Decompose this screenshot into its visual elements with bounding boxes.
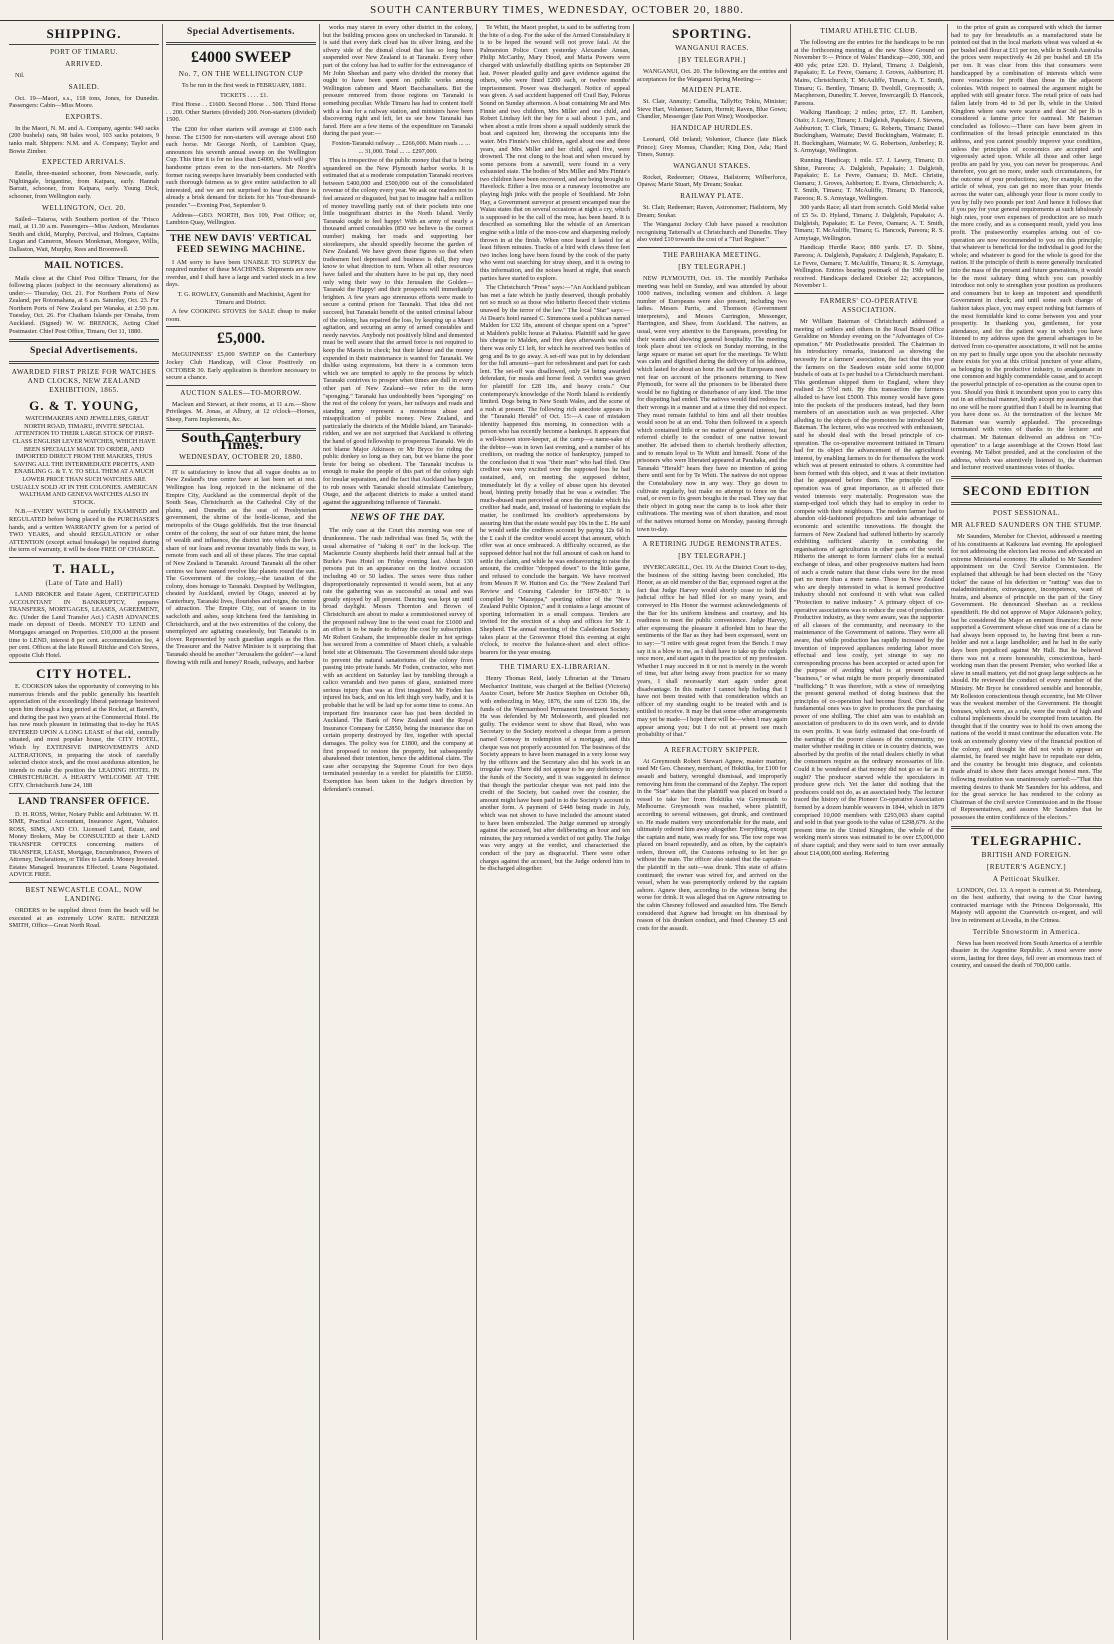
five-thousand-text: McGUINNESS' £5,000 SWEEP on the Canterbury Jockey Club Handicap, will Close Positively on OCTOBER 30. Early application is therefore necessary to secure a chance. bbox=[166, 351, 316, 382]
news-text: The only case at the Court this morning was one of drunkenness. The rash individual was fined 5s, with the usual alternative of "taking it out" in the lock-up. The Mackenzie County shepherds held their annual ball at the Burke's Pass Hotel on Friday evening last. About 130 persons put in an appearance on the festive occasion including 40 or 50 ladies. The sexes were thus rather disproportionately represented it would seem, but at any rate the gathering was as successful as usual and was greatly enjoyed by all present. Dancing was kept up until broad daylight. Messrs Thornton and Brown of Christchurch are about to make a commissioned survey of the proposed railway line to the west coast for £1000 and an effort is to be made to defray the cost by subscription. Mr Robert Graham, the irrepressible dealer in hot springs has secured from a committee of Maori chiefs, a valuable hotel site at Ohinemutu. The Government should take steps to prevent the natural sanatoriums of the colony from passing into private hands. Mr Foden, contractor, who met with an accident on Saturday last by tumbling through a calico verandah and two panes of glass, sustained more serious injury than was at first imagined. Mr Foden has injured his back, and on his left thigh very badly, and it is probable that he will be laid up for some time to come. An important fire insurance case has just been decided in Auckland. The Bank of New Zealand sued the Royal Insurance Company for £2850, being the insurance due on certain property destroyed by fire, together with special damages. The policy was for £1800, and the company at first proposed to restore the property, but subsequently abandoned their intention, hence the additional claim. The case after occupying the Supreme Court for two days terminated yesterday in a verdict for plaintiffs for £1850. Exemption has been taken to the Judge's direction by defendant's counsel. bbox=[323, 527, 473, 793]
column-5 bbox=[634, 24, 791, 1640]
masthead: SOUTH CANTERBURY TIMES, WEDNESDAY, OCTOBER 20, 1880. bbox=[0, 0, 1114, 21]
reuter-text: [REUTER'S AGENCY.] bbox=[986, 862, 1067, 871]
librarian-heading: THE TIMARU EX-LIBRARIAN. bbox=[499, 663, 611, 672]
column-2 bbox=[163, 24, 320, 1640]
farmers-text: Mr William Bateman of Christchurch addressed a meeting of settlers and others in the Road Board Office Geraldine on Monday evening on the "Advantages of Co-operation." Mr Postlethwaite presided. The Chairman in his introductory remarks, instanced as showing the necessity for a farmers' association, the fact that this year the farmers on the Seadown estate sold some 60,000 bushels of oats at 1s per bushel to a Christchurch merchant. This gentleman shipped them to England, where they realised 2s 5½d nett. By this transaction the farmers alluded to have lost £5000. This money would have gone into the pockets of the producers instead, had they been members of an association such as was projected. After alluding to the objects of the promoters he introduced Mr Bateman. The lecturer, who was received with enthusiasm, said he should deal with the broad principle of co-operation. The co-operative movement initiated in Timaru had for its object the advancement of the agricultural interest, by enabling farmers to do for themselves the work which was at present entrusted to others. A committee had been formed with this object, and it was at their invitation that he appeared before them. The principle of co-operation was of great importance, as it affected their vested interests very materially. Progression was the stamp-edged tool which they had to employ in order to compete with their neighbours. The modern farmer had to abandon old-fashioned prejudices and take advantage of economic and scientific innovations. He thought the farmers of New Zealand had suffered hitherto by scarcely exhibiting sufficient alacrity in combating the organisations of agriculturists in other parts of the world. Hitherto the attempt to form farmers' clubs for a mutual exchange of ideas, and other progressive matters had been of such a crude nature that these clubs were for the most part no more than a mere name. Those in New Zealand who are deeply interested in what is termed productive industry should not confound it with what was called "Protection to native industry." A primary object of co-operative associations was to reduce the cost of production. Productive industry, as they were aware, was the supporter of all classes of the community, and necessary to the maintenance of the Government of nations. They were all aware, that while production has rapidly increased by the invention of improved appliances rendering labor more effectual and less costly, yet strange to say no corresponding process has been accepted or acted upon for the purpose of avoiding what is at present called "business," or what might be more properly denominated "trafficking." It was therefore, with a view of remedying the present general method of doing business that the principles of co-operation had become fixed. One of the fundamental ones was to give to producers the purchasing power of one shilling. The chief aim was to establish an association of producers to do its own work, and to divide its own profits. It was fairly estimated that one-fourth of the earnings of the poorer classes of the community, no matter whether residing in cities or in country districts, was absorbed by the profits of the retail dealers chiefly in what the consumers require as the ordinary necessaries of life. Could it be wondered at that money did not go so far as it ought? The producer starved while the speculators in produce grew rich. Yet the latter did nothing that the producers could not do, as an associated body. The lecturer traced the history of the Pioneer Co-operative Association formed by a dozen humble weavers in 1844, which in 1879 comprised 10,000 members with £293,063 share capital and sold in that year goods to the value of £298,679. At the present time in the United Kingdom, the whole of the working men's stores was estimated to be over £5,000,000 of share capital; and they were said to turn over annually about £14,000,000 sterling. Referring bbox=[794, 318, 944, 857]
divider bbox=[9, 662, 159, 663]
athletic-heading: TIMARU ATHLETIC CLUB. bbox=[820, 27, 918, 35]
mail-heading: MAIL NOTICES. bbox=[44, 260, 124, 271]
davis-heading: THE NEW DAVIS' VERTICAL FEED SEWING MACHINE. bbox=[170, 233, 312, 255]
by-telegraph: [BY TELEGRAPH.] bbox=[678, 56, 746, 64]
divider bbox=[9, 257, 159, 258]
special-ads-heading: Special Advertisements. bbox=[186, 27, 296, 37]
sporting-heading: SPORTING. bbox=[672, 26, 752, 41]
gold-text: 300 yards Race; all start from scratch. Gold Medal value of £5 5s. D. Hyland, Timaru; J. Dalgleish, Papakaio; A. Dalgleish, Papakaio; E. Le Fevre, Oamaru; A. T. Smith, Timaru; T. McAuliffe, Timaru; G. Hancock, Pareora; R. S. Armytage, Wellington. bbox=[794, 204, 944, 242]
auction-heading: AUCTION SALES—TO-MORROW. bbox=[180, 388, 302, 397]
farmers-heading: FARMERS' CO-OPERATIVE ASSOCIATION. bbox=[819, 297, 919, 314]
sailed-text: Oct. 19—Maori, s.s., 118 tons, Jones, for Dunedin. Passengers: Cabin—Miss Moore. bbox=[9, 94, 159, 110]
auction-text: Maclean and Stewart, at their rooms, at 11 a.m.—Show Privileges. M. Jonas, at Albury, at 12 o'clock—Horses, Sheep, Farm Implements, &c. bbox=[166, 400, 316, 423]
parihaka-text: NEW PLYMOUTH, Oct. 19. The monthly Parihaka meeting was held on Sunday, and was attended by about 1000 natives, including women and children. A large number of Europeans were also present, including two ladies. Messrs Parris, and Thomson (Government interpreters), and Messrs Carrington, Messenger, Harrington, and Shaw, from Auckland. The natives, as usual, were very attentive to the Europeans, providing for their wants and showing general hospitality. The meeting took place about ten o'clock on Sunday morning, in the large square or marae set apart for the meetings. Te Whiti was calm and dignified during the delivery of his address, which lasted for about an hour. He said the Europeans need not fear on account of the prisoners returning to New Plymouth, for were all the prisoners to be liberated there would be no fighting or disturbance of any kind. The time for disputing had ended. The natives would find redress for their wrongs in a manner and at a time they did not expect. They must remain faithful to him and all their troubles would soon be at an end. Tohu then followed in a speech which contained little or no matter of general interest, but referred chiefly to the conduct of one native toward another. He advised them to cherish brotherly affection, and to remain loyal to Te Whiti and himself. None of the prisoners who were liberated appeared at Parahaka, and the Taranaki "Herald" hears they have no intention of going there until sent for by Te Whiti. The natives do not oppose the Constabulary now in any way. They go down to cultivate regularly, but make no attempt to fence on the road, or even to fix green boughs in the road. They say that their object in going near the camp is to look after their cultivations. The meeting was of short duration, and most of the natives returned home on Monday, passing through town to-day. bbox=[637, 274, 787, 533]
wellington-text: Sailed—Taiaroa, with Southern portion of the 'Frisco mail, at 11.30 a.m. Passengers—Miss Andson, Mesdames Smith and child, Murphy, Percival, and Holmes, Captains Logan and Cameron, Messrs Monkman, Mongave, Willis, Dallaston, Watt, Murphy, Rees and Broomwell. bbox=[9, 215, 159, 253]
paper-title: South Canterbury Times. bbox=[181, 430, 301, 453]
saunders-heading: MR ALFRED SAUNDERS ON THE STUMP. bbox=[951, 521, 1102, 530]
column-1 bbox=[6, 24, 163, 1640]
maiden-heading: MAIDEN PLATE. bbox=[681, 86, 743, 95]
city-hotel-heading: CITY HOTEL. bbox=[36, 666, 132, 682]
divider bbox=[637, 536, 787, 537]
walking-text: Walking Handicap; 2 miles; prize, £7. H. Lambert, Otaio; J. Lowry, Timaru; J. Dalgleish, Papakaio; J. Stevens, Ashburton; T. Clark, Timaru; G. Roberts, Timaru; Daniel Buckingham, Waimate; David Buckingham, Waimate; E. H. Buckingham, Waimate; W. G. Robertson, Amberley; R. S. Armytage, Wellington. bbox=[794, 109, 945, 155]
news-cont: Te Whiti, the Maori prophet, is said to be suffering from the bite of a dog. For the sake of the Armed Constabulary it is to be hoped the wound will not prove fatal. At the Palmerston Police Court yesterday Alexander Annan, Philip McCarthy, Mary Hood, and Maria Powers were charged with unlawfully distilling spirits on September 28 last. Power pleaded guilty and gave evidence against the others, who were fined £200 each, or twelve months' imprisonment. Power was discharged. Notice of appeal was given. A sad accident happened off Crail Bay, Pelorus Sound on Sunday afternoon. A boat containing Mr and Mrs Finnie and two children, Mrs Miller and one child, and Robert Lindsay left the bay for a sail about 1 p.m., and when about a mile from shore a squall suddenly struck the boat and capsized her, throwing the occupants into the water. Mrs Finnie's two children, aged about one and three years, and Mrs Miller and her child, aged five, were drowned. The rest clung to the boat and when rescued by some persons from a sawmill, were found in a very exhausted state. The bodies of Mrs Miller and Mrs Finnie's two children have been recovered, and are being brought to Havelock. Either a live moa or a runaway locomotive are playing high jinks with the people of Southland. Mr John Hay, a Government surveyor at present encamped near the Waiau states that on several occasions at night a cry, which is supposed to be the call of the moa, has been heard. It is described as something like the whistle of an American engine with a little of the moo-cow and sharpening melody thrown in at the finish. When once heard it lasted for at least fifteen minutes. Tracks of a bird with claws three feet two inches long have been found by the cook of the party who went out searching for stray sheep, and it is owing to this information, and the noises heard at night, that search parties have started to explore. bbox=[480, 24, 630, 282]
running-text: Running Handicap; 1 mile. £7. J. Lawry, Timaru; D. Shine, Pareora; A. Dalgleish, Papakaio; J. Dalgleish, Papakaio; E. Le Fevre, Oamaru; D. McE. Christie, Oamaru; J. Groves, Ashburton; E. Evans, Christchurch; A. T. Smith, Timaru; T. McAuliffe, Timaru; D. Hancock, Pareora; R. S. Armytage, Wellington. bbox=[794, 156, 944, 202]
sulker-heading: A Petticoat Skulker. bbox=[992, 874, 1061, 883]
divider bbox=[9, 882, 159, 883]
young-text: WATCHMAKERS AND JEWELLERS, GREAT NORTH ROAD, TIMARU, INVITE SPECIAL ATTENTION TO THEIR LARGE STOCK OF FIRST-CLASS ENGLISH LEVER WATCHES, WHICH HAVE BEEN SPECIALLY MADE TO ORDER, AND IMPORTED DIRECT FROM THE MAKERS, THUS SAVING ALL THE INTERMEDIATE PROFITS, AND ENABLING G. & T. Y. TO SELL THEM AT A MUCH LOWER PRICE THAN SUCH WATCHES ARE USUALLY SOLD AT IN THE COLONIES. AMERICAN WALTHAM AND GENEVA WATCHES ALSO IN STOCK. bbox=[10, 415, 158, 506]
divider bbox=[166, 42, 316, 45]
column-7 bbox=[948, 24, 1105, 1640]
davis-text: I AM sorry to have been UNABLE TO SUPPLY the required number of these MACHINES. Shipments are now overdue, and I shall have a large and varied stock in a few days. bbox=[166, 258, 316, 289]
land-transfer-heading: LAND TRANSFER OFFICE. bbox=[18, 796, 150, 807]
divider bbox=[794, 293, 944, 294]
hurdle-text: Handicap Hurdle Race; 880 yards. £7. D. Shine, Pareora; A. Dalgleish, Papakaio; J. Dalgleish, Papakaio; E. Le Fevre, Oamaru; T. McAuliffe, Timaru; R. S. Armytage, Wellington. Entries bearing postmark of the 19th will be received. Handicaps declared October 22; acceptances, November 1. bbox=[794, 244, 944, 290]
farmers-cont: to the price of grain as compared with which the farmer had to pay for breadstuffs as a manufactured state he pointed out that in the local markets wheat was valued at 4s per bushel and flour at £11 per ton, while in South Australia the prices were respectively 4s 2d per bushel and £8 15s per ton. It was clear from this that consumers were handicapped by a combination of interests which were more voracious for profit than those in the adjacent colonies. With respect to oatmeal the argument might be applied with still greater force. The retail price of oats had fallen lately from 4d to 3d per lb, while in the United Kingdom where oats were scarce and dear 3d per lb is considered a famine price for oatmeal. Mr Bateman concluded as follows:—There can have been given in confirmation of the broad principle enunciated in this address, and you cannot possibly improve your condition, unless the principles of economics are accepted and vigorously acted upon. While all those and other large profits are paid by you, you can never be prosperous. And therefore, you get no more, under such circumstances, for the outcome of your productions; say, for example, on the article of wheat, you can get no more than your friends across the water can, although your flour is more costly to you by fully two pounds per ton! And hence it follows that if you pay for your general requirements at such fabulously high rates, your own expenses of production are so much the more costly, and as a consequent result, yield you less profit. The praiseworthy examples arising out of co-operation are now recommended to you on this principle; that whatever is beneficial for the individual is good for the whole; and whatever is good for the whole is good for the nation. If the principle of thrift is more generally inculcated into the mass of the present and future generations, it would be the most salutary thing which you can possibly introduce not only to strengthen your position as producers and consumers but to keep an impotent and spendthrift Government in check; and until some such change of fashion takes place, you may expect nothing but farmers of the most formidable kind to come between you and your prosperity. In thanking you, gentlemen, for your attendance, and for the patient way in which you have listened to my address upon the general advantages to be derived from co-operative associations, it will not be amiss on my part to finally urge upon you the absolute necessity there exists for you at this critical juncture of your affairs, as belonging to the productive industry, to amalgamate in one common and highly commendable cause, and to accept the powerful principle of co-operation as the course open to you. Should you think it incumbent upon you to carry this out in an effectual manner, kindly accept my assurance that no one will be more gratified than I shall be in learning that you have done so. At the termination of the lecture Mr Bateman was warmly applauded. The proceedings terminated with votes of thanks to the lecturer and chairman. Mr Bateman delivered an address on "Co-operation" to a large assemblage at the Crown Hotel last evening. Mr Talbot presided, and at the conclusion of the address, which was attentively listened to, the chairman and lecturer received unanimous votes of thanks. bbox=[951, 24, 1102, 472]
awarded-text: AWARDED FIRST PRIZE FOR WATCHES AND CLOCKS, NEW ZEALAND EXHIBITION, 1865. bbox=[11, 368, 157, 395]
athletic-text: The following are the entries for the handicaps to be run at the forthcoming meeting at the new Show Ground on November 9:— Prince of Wales' Handicap—200, 300, and 400 yds; prize £20. D. Hyland, Timaru; J. Dalgleish, Papakaio; E. Le Fevre, Oamaru; J. Groves, Ashburton; H. Mains, Christchurch; T. McAuliffe, Timaru; A. T. Smith, Timaru; G. Bentley, Timaru; D. Twohill, Greymouth; A. Macpherson, Dunedin; T. Jeevee, Invercargill; D. Hancock, Pareora. bbox=[794, 39, 944, 107]
divider bbox=[166, 230, 316, 231]
hurdles-list: Leonard, Old Ireland; Volunteer, Chance (late Black Prince); Grey Momus, Chandler; King Don, Ada; Hard Times, Sunray. bbox=[637, 135, 787, 159]
column-4 bbox=[477, 24, 634, 1640]
expected-heading: EXPECTED ARRIVALS. bbox=[42, 158, 126, 167]
news-cont-2: The Christchurch "Press" says:—"An Auckland publican has met a fate which he justly deserved, though probably not so much so as those who hitherto fleeced their victims unawed by the terror of the law." The local "Star" says:—At Dean's hotel named C. Simmons used a publican named Malden for £32 18s, amount of cheque spent on a "spree" at Malden's public house at Pakatoa. Plaintiff said he gave his cheque to Malden, and five days afterwards was told there was only £1 left, for which he received two bottles of grog and 8s to go away. A set-off was put in by defendant for the full amount—part for refreshment and part for cash lent. The set-off was disallowed, only £4 being awarded defendant, for meals and horse feed. A verdict was given for plaintiff for £28 18s, and heavy costs." Our contemporary's knowledge of the North Island is evidently limited. Dogs being in New South Wales, and the scene of a rush at present. The following rich anecdote appears in the "Taranaki Herald" of Oct. 15:—A case of mistaken identity happened this morning, in connection with a person who has recently become a bankrupt. It appears that a well-known store-keeper, at the camp—a name-sake of the debtor—was in town last evening, and a number of his creditors, on reading the notice of bankruptcy, jumped to the conclusion that it was "their man" who had filed. One creditor was very excited over the supposed loss he had sustained, and, on meeting the supposed debtor, immediately let fly a volley of abuse upon his devoted head, hinting pretty broadly that he was a swindler. The much-abused man perceived at once the mistake which his creditor had made, and, instead of hastening to explain the matter, he confirmed his creditor's apprehensions by assuring him that the estate would pay 10s in the £. He said he would settle the creditors account by paying 12s 6d in the £ cash if the creditor would accept that amount, which offer was at once embraced. A difficulty occurred, as the supposed debtor had not the full amount of cash on hand to settle the claim, and while he was endeavouring to raise the amount, the creditor "dropped down" to the little game, and refused to conclude the bargain. We have received from Messrs P. W. Hutton and Co. the "New Zealand Turf Review and Coursing Calender for 1879-80." It is compiled by "Mazeppa," sporting editor of the "New Zealand Public Opinion," and it contains a large amount of sporting information in a small compass. Tenders are invited for the erection of a shop and offices for Mr J. Shepherd. The annual meeting of the Caledonian Society takes place at the Grosvenor Hotel this evening at eight o'clock, to receive the balance-sheet and elect office-bearers for the year ensuing. bbox=[480, 284, 630, 656]
post-sessional-heading: POST SESSIONAL. bbox=[992, 509, 1061, 518]
expected-text: Estelle, three-masted schooner, from Newcastle, early. Nightingale, brigantine, from Kaipara, early. Hannah Barratt, schooner, from Kaipara, early. Young Dick, schooner, from Wellington early. bbox=[9, 170, 159, 200]
divider bbox=[637, 247, 787, 248]
arrived-text: Nil. bbox=[15, 72, 25, 79]
stakes-heading: WANGANUI STAKES. bbox=[673, 161, 751, 170]
by-telegraph: [BY TELEGRAPH.] bbox=[678, 552, 746, 561]
special-ads-heading: Special Advertisements. bbox=[29, 346, 139, 357]
divider bbox=[951, 476, 1102, 479]
sweep-tickets: TICKETS . . . . £1. bbox=[220, 91, 268, 99]
land-transfer-text: D. H. ROSS, Writer, Notary Public and Arbitrator. W. H. SIME, Practical Accountant, Insurance Agent, Valuator. ROSS, SIMS, AND CO. Licensed Land, Estate, and Money Brokers, May be CONSULTED at their LAND TRANSFER OFFICES concerning matters of TRANSFER, LEASE, Mortgage, Encumbrance, Powers of Attorney, Declarations, or Titles to Lands. Money Invested. Estates Managed. Insurances Effected. Loans Negotiated. ADVICE FREE. bbox=[9, 810, 159, 879]
divider bbox=[951, 502, 1102, 505]
arrived-heading: ARRIVED. bbox=[65, 60, 103, 68]
divider bbox=[9, 339, 159, 342]
divider bbox=[323, 509, 473, 510]
wanganui-text: WANGANUI, Oct. 20. The following are the entries and acceptances for the Wanganui Spring Meeting:— bbox=[637, 68, 787, 83]
shipping-heading: SHIPPING. bbox=[46, 26, 122, 41]
expenditure-table: Foxton-Taranaki railway ... £266,000. Main roads ... ... ... 31,000. Total ... ... £297,000. bbox=[331, 139, 471, 155]
maiden-list: St. Clair, Annuity; Camellia, TallyHo; Tokiu, Minister; Steve Hart, Volunteer; Saturn, Hermit; Raven, Blue Gown; Chandler, Messenger (late Port Wine); Woodpecker. bbox=[637, 98, 787, 121]
sulker-text: LONDON, Oct. 13. A report is current at St. Petersburg, on the best authority, that owing to the Czar having contracted marriage with the Princess Dolgorouski, His Majesty will appoint the Czarewitch co-regent, and will live in retirement at Livadia, in the Crimea. bbox=[951, 886, 1102, 924]
port-heading: PORT OF TIMARU. bbox=[49, 48, 119, 56]
column-3 bbox=[320, 24, 477, 1640]
skipper-text: At Greymouth Robert Stewart Agnew, master mariner, sued Mr Geo. Chesney, merchant, of Hokitika, for £100 for assault and battery, wrongful dismissal, and improperly removing him from the command of the Zephyr. The report in the "Star" states that the plaintiff was placed on board a vessel to take her from Hokitika via Greymouth to Melbourne. Greymouth was reached, where plaintiff, according to several witnesses, got drunk, and continued so. He made matters very uncomfortable for the mate, and ultimately ordered him away altogether. Everything, except the captain and mate, was ready for sea. The tow rope was placed on board repeatedly, and as often, by the captain's orders, thrown off, the Customs refusing to let her go without the mate. The officer also stated that the captain—the plaintiff in the suit—was drunk. This state of affairs continued; the owner was wired for, and arrived on the vessel, when he was peremptorily ordered by the captain ashore. Agnew then, according to the witness being the worse for drink. It was alleged that on Agnew retreating to the cabin Chesney followed and assaulted him. The Bench considered that Agnew had brought on his dismissal by reason of his drunken conduct, and fined Chesney £5 and costs for the assault. bbox=[637, 757, 787, 932]
columns bbox=[6, 24, 1108, 1640]
telegraphic-heading: TELEGRAPHIC. bbox=[970, 832, 1083, 848]
stakes-list: Rocket, Redeemer; Ottawa, Hailstorm; Wilberforce, Opawa; Marie Stuart, My Dream; Soukar. bbox=[637, 173, 787, 189]
librarian-text: Henry Thomas Reid, lately Librarian at the Timaru Mechanics' Institute, was charged at the Belfast (Victoria) Assize Court, before Mr Justice Stephen on October 6th, with embezzling in May, 1876, the sum of £236 18s, the funds of the Warrnambool Permanent Investment Society. He was defended by Mr Molesworth, and pleaded not guilty. The evidence went to show that Read, who was Secretary to the Society received a cheque from a person named Conway in redemption of a mortgage, and this cheque was not properly accounted for. The business of the Society appears to have been managed in a very loose way by the officers and the Secretary also did his work in an irregular way. There did not appear to be any deficiency in the funds of the Society, and it was suggested in defence that though the particular cheque was not paid into the credit of the Society, but cashed over the counter, the amount might have been paid in to the Society's account in another form. A payment of £448 being made in July, which was not shown to have included the amount stated to have been embezzled. The Judge summed up strongly against the accused, but after deliberating an hour and ten minutes, the jury returned a verdict of not guilty. The Judge was very angry at the verdict, and characterised the conduct of the jury as disgraceful. There were other charges against the accused, but the Judge ordered him to be discharged altogether. bbox=[480, 675, 630, 873]
railway-heading: RAILWAY PLATE. bbox=[680, 191, 744, 200]
divider bbox=[9, 793, 159, 794]
sailed-heading: SAILED. bbox=[68, 82, 100, 91]
young-heading: G. & T. YOUNG, bbox=[29, 398, 139, 414]
divider bbox=[637, 742, 787, 743]
snow-text: News has been received from South America of a terrible disaster in the Argentine Republic. A most severe snow storm, lasting for three days, fell over an enormous tract of country, and caused the death of 700,000 cattle. bbox=[951, 939, 1102, 970]
exports-heading: EXPORTS. bbox=[65, 112, 103, 121]
skipper-heading: A REFRACTORY SKIPPER. bbox=[663, 745, 761, 754]
hurdles-heading: HANDICAP HURDLES. bbox=[670, 123, 754, 132]
divider bbox=[9, 44, 159, 45]
wellington-heading: WELLINGTON, Oct. 20. bbox=[42, 203, 126, 212]
stoves-text: A few COOKING STOVES for SALE cheap to make room. bbox=[166, 308, 316, 323]
hall-text: LAND BROKER and Estate Agent, CERTIFICATED ACCOUNTANT IN BANKRUPTCY, prepares TRANSFERS, MORTGAGES, LEASES, AGREEMENT, &c. (Under the Land Transfer Act.) CASH ADVANCES made on deposit of Deeds. MONEY TO LEND and Mortgages arranged on Properties. £10,000 at the present time to LEND, interest 8 per cent. accommodation fee, 4 per cent. Offices at the late Russell Ritchie and Co's Stores, opposite Club Hotel. bbox=[9, 590, 159, 659]
city-hotel-text: E. COOKSON takes the opportunity of conveying to his numerous friends and the public generally his heartfelt appreciation of the exceedingly liberal patronage bestowed upon him through a long period at the Rocket, at Barrett's, and during the past two years at the Commercial Hotel. He has now much pleasure in intimating that to-day he HAS ENTERED UPON A LONG LEASE of that old, centrally situated, and most popular house, the CITY HOTEL, Which by EXTENSIVE IMPROVEMENTS AND ALTERATIONS, in preparing the stock of carefully selected choice stock, and the most assiduous attention, he intends to make the position the LEADING HOTEL IN CHRISTCHURCH. A HEARTY WELCOME AT THE CITY. Christchurch June 24, 188 bbox=[9, 683, 159, 789]
judge-heading: A RETIRING JUDGE REMONSTRATES. bbox=[642, 540, 782, 549]
exports-text: In the Maori, N. M. and A. Company, agents: 940 sacks (200 bushels) oats, 98 bales wool, 103 sacks potatoes, 9 tanks malt. Shippers: N.M. and A. Company; Taylor and Bowie Zimber. bbox=[9, 124, 159, 155]
sweep-amount: £4000 SWEEP bbox=[190, 49, 291, 66]
jockey-text: The Wanganui Jockey Club have passed a resolution recognising Tattersall's at Christchurch and Dunedin. They also voted £10 towards the cost of a "Turf Register." bbox=[637, 221, 787, 244]
young-nb: N.B.—EVERY WATCH is carefully EXAMINED and REGULATED before being placed in the PURCHASER'S hands, and a written WARRANTY given for a period of TWO YEARS, and should REGULATION or other ATTENTION (except actual breakage) be required during the term of warranty, it will be done FREE OF CHARGE. bbox=[9, 508, 159, 554]
five-thousand-heading: £5,000. bbox=[217, 330, 265, 348]
mail-text: Mails close at the Chief Post Office Timaru, for the following places (subject to the necessary alterations) as under:— Thursday, Oct. 21. For Northern Ports of New Zealand, per Rotomahana, at 6 a.m. Saturday, Oct. 23. For Northern Ports of New Zealand per Wanaka, at 2.50 p.m. Tuesday, Oct. 26. For Chatham Islands per Omaha, from Auckland. (Signed) W. W. BRENICK, Acting Chief Postmaster. Chief Post Office, Timaru, Oct 11, 1880. bbox=[9, 274, 159, 335]
rowley-text: T. G. ROWLEY, Gunsmith and Machinist, Agent for Timaru and District. bbox=[177, 291, 311, 306]
wanganui-heading: WANGANUI RACES. bbox=[675, 44, 749, 52]
divider bbox=[951, 826, 1102, 829]
by-telegraph: [BY TELEGRAPH.] bbox=[678, 262, 746, 271]
date-line: WEDNESDAY, OCTOBER 20, 1880. bbox=[179, 452, 303, 461]
railway-list: St. Clair, Redeemer; Raven, Astronomer; Hailstorm, My Dream; Soukar. bbox=[637, 203, 787, 219]
divider bbox=[9, 557, 159, 558]
sweep-sub: No. 7, ON THE WELLINGTON CUP bbox=[178, 70, 304, 78]
divider bbox=[166, 326, 316, 327]
british-heading: BRITISH AND FOREIGN. bbox=[981, 850, 1072, 859]
divider bbox=[166, 385, 316, 386]
sweep-address: Address—GEO. NORTH, Box 109, Post Office; or, Lambton Quay, Wellington. bbox=[166, 211, 316, 227]
divider bbox=[166, 465, 316, 466]
snow-heading: Terrible Snowstorm in America. bbox=[972, 927, 1081, 936]
sweep-more: The £200 for other starters will average at £100 each horse. The £1500 for non-starters will average about £60 each horse. Mr George North, of Lambton Quay, announces his seventh annual sweep on the Wellington Cup. This time it is for no less than £4000, which will give handsome prizes even to the non-starters. Mr North's former racing sweeps have invariably been conducted with such thorough fairness as to give entire satisfaction to all interested, and we are not surprised to hear that there is already a brisk demand for tickets for his "four-thousand-pounder."—Evening Post, September 9. bbox=[166, 125, 316, 209]
second-edition-heading: SECOND EDITION bbox=[962, 483, 1091, 499]
saunders-text: Mr Saunders, Member for Cheviot, addressed a meeting of his constituents at Kaikoura last evening. He apologised for not addressing the electors last recess and advocated an extreme Ministerial economy. He alluded to Mr Saunders' appointment on the Civil Service Commission. He explained that although he had been elected on the "Grey ticket" the cause of his defection or "ratting" was due to maladministration, extravagance, incompetence, want of brains, and absence of principle on the part of the Grey Government. He denounced Sheehan as a reckless spendthrift. He did not approve of Major Atkinson's policy, but he considered the Major an eminent financier. He now supported a Government whose chief was one of a class he had always been opposed to, he having first been a run-holder and not a large landholder; and he had in the early days been prejudiced against Mr Hall. But he believed there was not a more honourable, conscientious, hard-working man than the present Premier, who worked like a slave in small matters, yet did not grasp large subjects as he should. He reviewed the conduct of every member of the Ministry. Mr Bryce he considered sensible and honorable, Mr Rolleston conscientious though eccentric, but Mr Oliver was the weakest member of the Government. He thought bonuses, which were, as a rule, were the result of high and cultural implements should be exempted from taxation. He thought that if the country was to hold its own among the nations of the world it must continue the education vote. He took an extremely gloomy view of the financial position of the colony, and thought he did not wish to appear an alarmist, he feared we might have to repudiate our debts, and the country be brought into disgrace, and colonists made afraid to show their faces amongst honest men. The following resolution was unanimously carried:—"That this meeting desires to thank Mr Saunders for his address, and for the great service he has rendered to the colony as Chairman of the civil service Commission and in the House of Representatives, and assures Mr Saunders that he possesses the entire confidence of the electors." bbox=[951, 533, 1102, 821]
leader-cont-2: This is irrespective of the public money that that is being squandered on the New Plymouth harbor works. It is estimated that at a moderate computation Taranaki receives between £400,000 and £500,000 out of the consolidated revenue of the colony every year. We ask our readers not to feel amazed or disgusted, but just to imagine half a million of money travelling partly out of their pockets into one little insignificant district in the North Island. Verily Taranaki ought to feel happy! With an army of nearly a thousand armed constables (850 we believe is the correct number) making her roads and supporting her storekeepers, she should speedily become the garden of New Zealand. We have given these figures so that when tradesmen feel depressed and business is dull, they may know to what direction to turn. When all other resources have failed and the shutters have to be put up, they need only wing their way to this Jerusalem the Golden—Taranaki the Happy! and their prospects will immediately brighten. A few years ago strenuous efforts were made to secure a central prison for Taranaki. That idea did not succeed, but Taranaki benefit of the united criminal labour of the colony, has repaired the loss, by keeping up a Maori agitation, and securing an army of armed constables and needy navvies. Anybody not positively blind and demented must be well aware that the armed force is not required to keep the Maoris in check; but their labour and the money expended in their maintenance is wanted for Taranaki. We dislike using expressions, but there is a common term which we are tempted to apply to the process by which Taranaki contrives to prosper when times are dull in every other part of New Zealand—we refer to the term "sponging." Taranaki has undoubtedly been "sponging" on the rest of the colony for years, her railways and roads and standing army represent a monstrous abuse and misapplication of public money. New Zealand, and particularly the districts of the Middle Island, are Taranaki-ridden, and we are not surprised that Auckland is offering the hand of good fellowship to prosperous Taranaki. We do not blame Major Atkinson or Mr Bryce for riding the public donkey so long as they can, but we blame the poor brute for being so obedient. The Taranaki incubus is enough to make the people of this part of the colony sigh for insular separation, and the fact that Auckland has begun to rub noses with Taranaki should stimulate Canterbury, Otago, and the adjacent districts to make a united stand against the aggrandising influence of Taranaki. bbox=[323, 157, 473, 506]
sweep-prizes: First Horse . . £1600. Second Horse . . 500. Third Horse . . 200. Other Starters (divided) 200. Non-starters (divided) 1500. bbox=[166, 101, 316, 124]
coal-heading: BEST NEWCASTLE COAL, NOW LANDING. bbox=[25, 885, 143, 903]
news-heading: NEWS OF THE DAY. bbox=[350, 513, 446, 524]
leader-cont: works may starve in every other district in the colony, but the building process goes on unchecked in Taranaki. It is said that every dark cloud has its silver lining, and the silvery side of the dismal cloud that has so long been suspended over New Zealand is at Taranaki. Every other part of the colony has had to suffer for the extravagance of Mr John Sheehan and party who divided the money that ought to have been spent on public works among Wellington cabmen and Maori Bacchanalians. But the pressure removed from those regions on Taranaki is something peculiar. While Timaru has had to content itself with a loan for a railway station, and ministers have been discovering right and left, let us see how Taranaki has fared. Here are a few items of the expenditure on Taranaki during the past year:— bbox=[323, 24, 473, 138]
divider bbox=[9, 361, 159, 364]
parihaka-heading: THE PARIHAKA MEETING. bbox=[662, 250, 762, 259]
sweep-text: To be run in the first week in FEBRUARY, 1881. bbox=[181, 82, 307, 89]
hall-sub: (Late of Tate and Hall) bbox=[45, 578, 123, 587]
hall-heading: T. HALL, bbox=[52, 560, 116, 576]
judge-text: INVERCARGILL, Oct. 19. At the District Court to-day, the business of the sitting having been concluded, His Honor, as an old member of the Bar, expressed regret at the fact that Judge Harvey would shortly cease to hold the judicial office he had filled for so many years, and conveyed to His Honor the warmest acknowledgments of the Bar for his uniform kindness and courtesy, and his readiness to meet the public convenience. Judge Harvey, after expressing the pleasure it afforded him to hear the sentiments of the Bar as they had been expressed, went on to say:—"I retire with great regret from the Bench. I may say it is a blow to me, as I shall have to take up the cudgels once more, and start again in the practice of my profession. Whether I may succeed in it or not is merely in the womb of time, but after being away from practice for so many years, I shall necessarily start again under great disadvantage. In this matter I cannot help feeling that I have not been treated with that consideration which an officer of my standing ought to be treated with and is entitled to receive. It may be that some other arrangements may yet be made—I hope there will be—when I may again appear among you; but I do not at present see much probability of that." bbox=[637, 564, 787, 739]
leader-text: IT is satisfactory to know that all vague doubts as to New Zealand's true centre have at last been set at rest. Wellington has long rejoiced in the nickname of the Empire City, Auckland as the commercial depôt of the South Seas, Christchurch as the Cathedral City of the plains, and Dunedin as the seat of Presbyterian government, the shrine of the bottle-license, and the metropolis of the Otago goldfields. But the true financial centre of the colony, the seat of our future mint, the home of wealth and influence, the district into which the lion's share of our loans and revenue invariably finds its way, is remote from each and all of these places. The true capital of New Zealand is Taranaki. Around Taranaki all the other centres we have named revolve like planets round the sun. The Government of the colony,—the taxation of the colony, does homage to Taranaki. Despised by Wellington, cheated by Auckland, envied by Otago, sneered at by Canterbury, Taranaki lives, flourishes and reigns, the centre of attraction. The Empire City, out of season in its sackcloth and ashes, soup kitchens feed the famishing in Christchurch, and at the two extremities of the colony, the unemployed are agitating ceaselessly, but Taranaki is in clover. Represented by such guardian angels as the Hon. the Treasurer and the Native Minister is it surprising that Taranaki should be another "Jerusalem the golden"—a land flowing with milk and honey? Roads, railways, and harbor bbox=[166, 468, 316, 666]
coal-text: ORDERS to be supplied direct from the beach will be executed at an extremely LOW RATE. BENEZER SMITH, Office—Great North Road. bbox=[9, 906, 159, 930]
divider bbox=[480, 659, 630, 660]
column-6 bbox=[791, 24, 948, 1640]
